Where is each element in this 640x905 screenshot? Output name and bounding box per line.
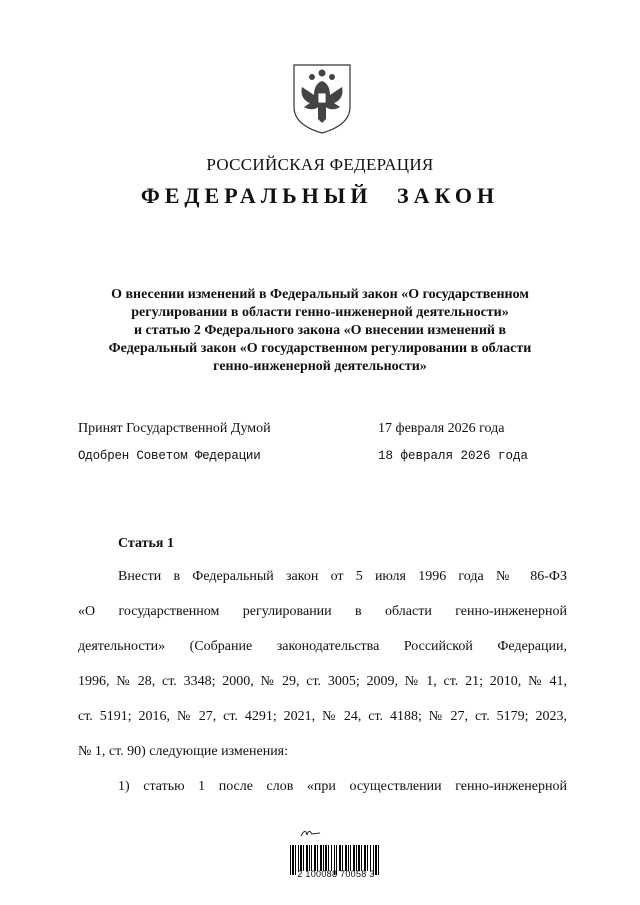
article-line: деятельности» (Собрание законодательства Российской Федерации, (78, 639, 567, 654)
law-title-line: регулировании в области генно-инженерной деятельности» (131, 305, 509, 320)
article-line: 1) статью 1 после слов «при осуществлении генно-инженерной (118, 779, 567, 794)
law-title-line: и статью 2 Федерального закона «О внесении изменений в (133, 323, 507, 338)
handwritten-mark-icon (300, 828, 322, 838)
article-line: № 1, ст. 90) следующие изменения: (78, 744, 289, 759)
law-title-line: О внесении изменений в Федеральный закон «О государственном (111, 287, 529, 302)
article-heading: Статья 1 (118, 536, 174, 551)
document-type: ФЕДЕРАЛЬНЫЙ ЗАКОН (140, 183, 500, 208)
barcode-number: 2 100088 70058 3 (297, 869, 375, 879)
law-title-line: генно-инженерной деятельности» (213, 359, 427, 374)
duma-date: 17 февраля 2026 года (378, 421, 505, 436)
article-line: 1996, № 28, ст. 3348; 2000, № 29, ст. 3005; 2009, № 1, ст. 21; 2010, № 41, (78, 674, 567, 689)
duma-label: Принят Государственной Думой (78, 421, 271, 436)
country-name: РОССИЙСКАЯ ФЕДЕРАЦИЯ (206, 155, 434, 174)
article-line: ст. 5191; 2016, № 27, ст. 4291; 2021, № 24, ст. 4188; № 27, ст. 5179; 2023, (78, 709, 567, 724)
state-emblem-icon (290, 63, 354, 135)
article-body (78, 566, 567, 811)
council-label: Одобрен Советом Федерации (78, 449, 261, 463)
law-title-line: Федеральный закон «О государственном регулировании в области (108, 341, 532, 356)
council-date: 18 февраля 2026 года (378, 449, 529, 463)
article-line: Внести в Федеральный закон от 5 июля 1996 года № 86-ФЗ (118, 569, 567, 584)
law-title (70, 286, 570, 376)
article-line: «О государственном регулировании в области генно-инженерной (78, 604, 567, 619)
